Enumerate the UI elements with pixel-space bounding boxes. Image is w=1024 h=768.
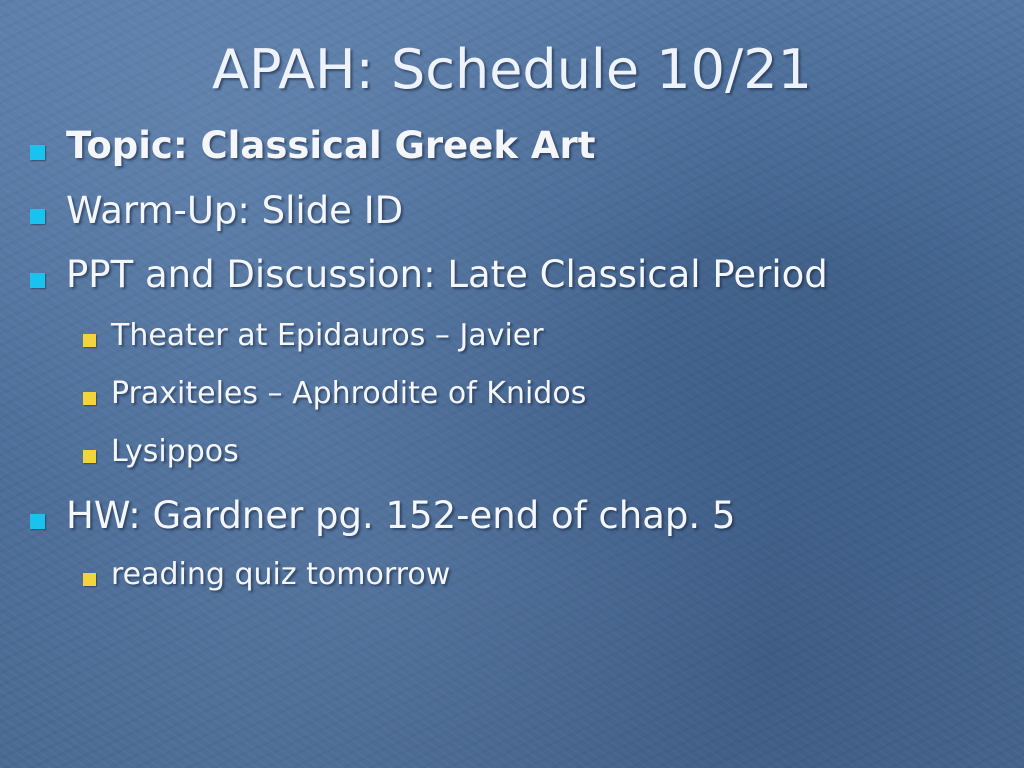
slide-title: APAH: Schedule 10/21 — [212, 38, 812, 101]
square-bullet-icon — [30, 273, 45, 288]
square-bullet-icon — [83, 573, 96, 586]
square-bullet-icon — [30, 145, 45, 160]
sub-bullet-theater: Theater at Epidauros – Javier — [111, 318, 544, 353]
sub-bullet-reading-quiz: reading quiz tomorrow — [111, 557, 451, 592]
sub-bullet-praxiteles: Praxiteles – Aphrodite of Knidos — [111, 376, 587, 411]
square-bullet-icon — [83, 450, 96, 463]
bullet-topic: Topic: Classical Greek Art — [66, 124, 596, 167]
sub-bullet-lysippos: Lysippos — [111, 434, 239, 469]
square-bullet-icon — [30, 209, 45, 224]
bullet-homework: HW: Gardner pg. 152-end of chap. 5 — [66, 494, 736, 537]
square-bullet-icon — [30, 514, 45, 529]
bullet-warm-up: Warm-Up: Slide ID — [66, 189, 404, 232]
bullet-ppt-discussion: PPT and Discussion: Late Classical Period — [66, 253, 828, 296]
square-bullet-icon — [83, 334, 96, 347]
square-bullet-icon — [83, 392, 96, 405]
